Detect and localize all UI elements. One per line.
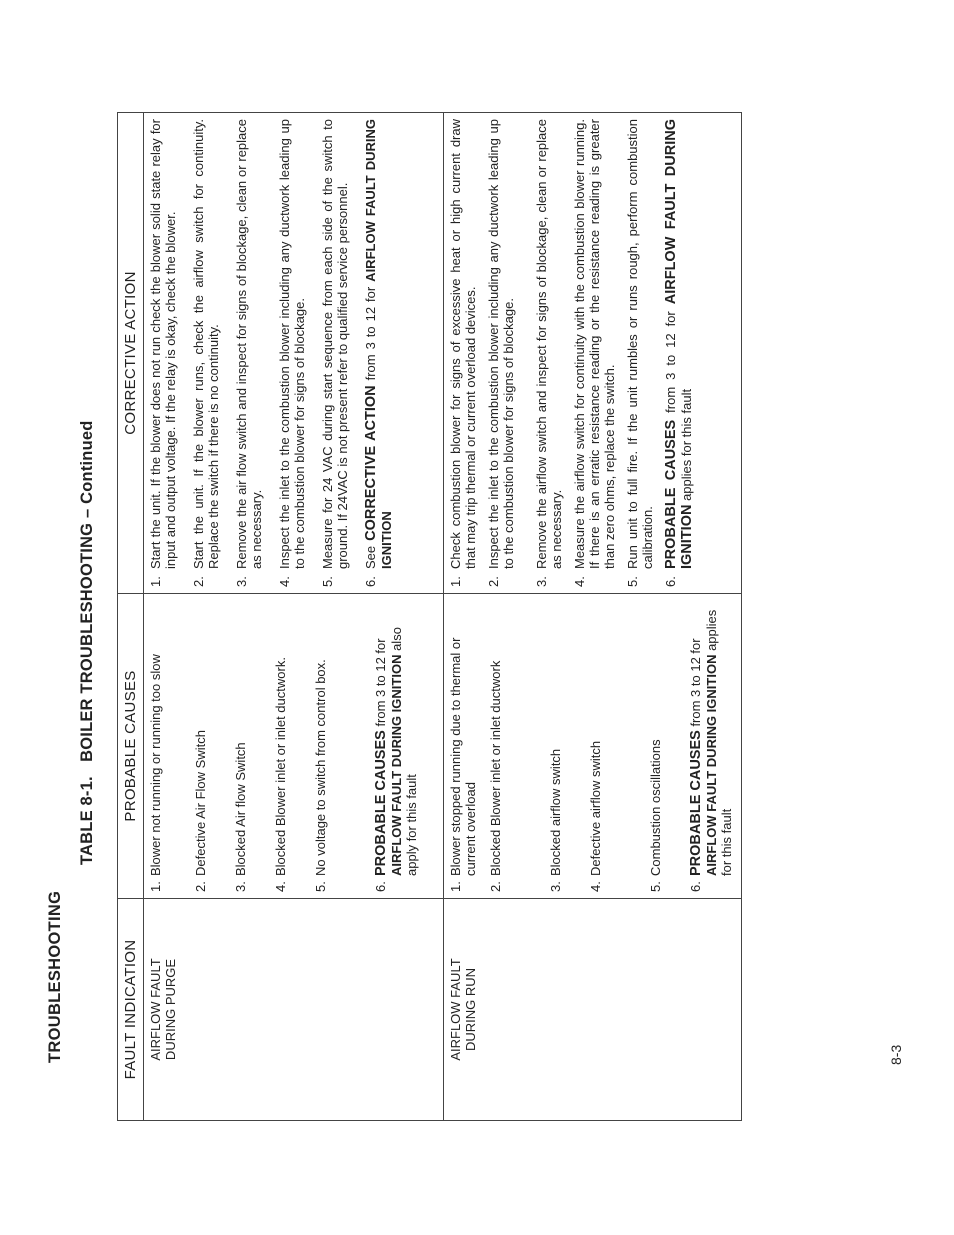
list-item: 4. Inspect the inlet to the combustion blower including any ductwork leading up to the combustion blower for signs of blockage. [277,119,307,587]
action-bold: AIRFLOW FAULT DURING IGNITION [663,119,695,569]
action-text: from 3 to 12 for [663,304,678,420]
action-text: Inspect the inlet to the combustion blower including any ductwork leading up to the combustion blower for signs of blockage. [486,119,516,569]
action-text: Remove the air flow switch and inspect for signs of blockage, clean or replace as necessary. [234,119,264,569]
list-item: 1. Blower stopped running due to thermal or current overload [448,637,478,892]
table-title: TABLE 8-1. BOILER TROUBLESHOOTING – Continued [78,420,96,865]
list-item: 6. See CORRECTIVE ACTION from 3 to 12 for AIRFLOW FAULT DURING IGNITION [363,119,394,587]
list-item: 5. Measure for 24 VAC during start sequence from each side of the switch to ground. If 24VAC is not present refer to qualified service personnel. [320,119,350,587]
list-item: 1. Start the unit. If the blower does not run check the blower solid state relay for input and output voltage. If the relay is okay, check the blower. [148,119,178,587]
cause-text: Blocked Blower inlet or inlet ductwork [488,660,503,876]
cause-bold: AIRFLOW FAULT DURING IGNITION [704,654,719,876]
cause-text: Defective Air Flow Switch [193,730,208,876]
cause-text: Blocked Blower inlet or inlet ductwork. [273,657,288,876]
table-row-run [444,113,742,1121]
action-text: from 3 to 12 for [363,281,378,386]
list-item: 5. No voltage to switch from control box. [313,659,328,892]
list-item: 2. Blocked Blower inlet or inlet ductwork [488,660,503,892]
list-item: 3. Blocked airflow switch [548,748,563,892]
action-text: Check combustion blower for signs of excessive heat or high current draw that may trip thermal or current overload devices. [448,119,478,569]
table-row-purge [144,113,444,1121]
header-fault-indication: FAULT INDICATION [118,899,144,1121]
cause-text: No voltage to switch from control box. [313,659,328,876]
fault-cell [444,899,742,1121]
action-bold: PROBABLE CAUSES [663,419,679,569]
cause-text: applies for this fault [704,609,734,876]
list-item: 3. Remove the airflow switch and inspect for signs of blockage, clean or replace as necessary. [534,119,564,587]
action-text: Start the unit. If the blower does not run check the blower solid state relay for input and output voltage. If the relay is okay, check the blower. [148,119,178,569]
causes-cell [444,594,742,899]
causes-cell [144,594,444,899]
cause-text: Blower stopped running due to thermal or current overload [448,637,478,876]
fault-cell [144,899,444,1121]
cause-text: from 3 to 12 for [373,638,388,731]
list-item: 6. PROBABLE CAUSES from 3 to 12 for AIRFLOW FAULT DURING IGNITION applies for this fault [688,609,734,892]
cause-text: also apply for this fault [389,627,419,876]
cause-text: Defective airflow switch [588,740,603,876]
list-item: 3. Remove the air flow switch and inspect for signs of blockage, clean or replace as necessary. [234,119,264,587]
list-item: 4. Measure the airflow switch for continuity with the combustion blower running. If there is an erratic resistance reading or the resistance reading is greater than zero ohms, replace the switch. [572,119,617,587]
page-number: 8-3 [888,1044,904,1065]
cause-text: Blocked airflow switch [548,748,563,876]
list-item: 6. PROBABLE CAUSES from 3 to 12 for AIRFLOW FAULT DURING IGNITION also apply for this fault [373,627,419,892]
cause-text: Combustion oscillations [648,739,663,876]
action-bold: CORRECTIVE ACTION [363,385,379,541]
list-item: 5. Run unit to full fire. If the unit rumbles or runs rough, perform combustion calibration. [625,119,655,587]
table-header-row [118,113,144,1121]
list-item: 2. Start the unit. If the blower runs, check the airflow switch for continuity. Replace the switch if there is no continuity. [191,119,221,587]
action-text: Inspect the inlet to the combustion blower including any ductwork leading up to the combustion blower for signs of blockage. [277,119,307,569]
action-text: See [363,540,378,569]
list-item: 2. Defective Air Flow Switch [193,730,208,892]
list-item: 1. Check combustion blower for signs of excessive heat or high current draw that may trip thermal or current overload devices. [448,119,478,587]
action-text: Remove the airflow switch and inspect for signs of blockage, clean or replace as necessary. [534,119,564,569]
cause-text: Blocked Air flow Switch [233,742,248,876]
header-probable-causes: PROBABLE CAUSES [118,594,144,899]
action-text: applies for this fault [679,388,694,505]
fault-indication-purge: AIRFLOW FAULT DURING PURGE [148,958,178,1061]
header-corrective-action: CORRECTIVE ACTION [118,113,144,594]
fault-indication-run: AIRFLOW FAULT DURING RUN [448,958,478,1061]
list-item: 2. Inspect the inlet to the combustion blower including any ductwork leading up to the combustion blower for signs of blockage. [486,119,516,587]
actions-cell [444,113,742,594]
action-text: Run unit to full fire. If the unit rumbles or runs rough, perform combustion calibration. [625,119,655,569]
cause-bold: AIRFLOW FAULT DURING IGNITION [389,654,404,876]
list-item: 3. Blocked Air flow Switch [233,742,248,892]
cause-text: from 3 to 12 for [688,638,703,731]
list-item: 4. Blocked Blower inlet or inlet ductwork. [273,657,288,892]
section-title: TROUBLESHOOTING [46,890,64,1063]
list-item: 6. PROBABLE CAUSES from 3 to 12 for AIRFLOW FAULT DURING IGNITION applies for this fault [663,119,695,587]
list-item: 5. Combustion oscillations [648,739,663,892]
list-item: 1. Blower not running or running too slow [148,654,163,892]
action-text: Measure the airflow switch for continuity with the combustion blower running. If there is an erratic resistance reading or the resistance reading is greater than zero ohms, replace the switch. [572,119,617,569]
actions-cell [144,113,444,594]
cause-bold: PROBABLE CAUSES [688,730,704,876]
list-item: 4. Defective airflow switch [588,740,603,892]
cause-bold: PROBABLE CAUSES [373,730,389,876]
action-bold: AIRFLOW FAULT DURING IGNITION [363,119,394,569]
action-text: Start the unit. If the blower runs, check the airflow switch for continuity. Replace the switch if there is no continuity. [191,119,221,569]
cause-text: Blower not running or running too slow [148,654,163,876]
action-text: Measure for 24 VAC during start sequence from each side of the switch to ground. If 24VAC is not present refer to qualified service personnel. [320,119,350,569]
troubleshooting-table [117,112,742,1121]
